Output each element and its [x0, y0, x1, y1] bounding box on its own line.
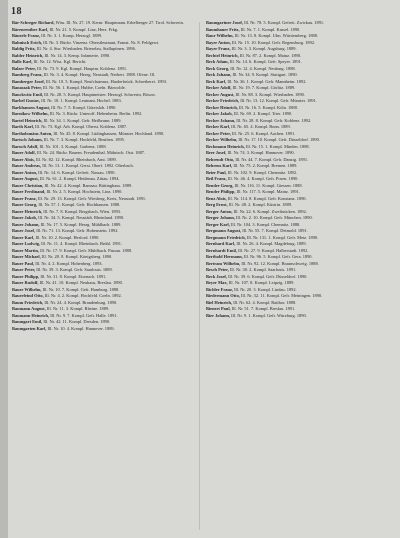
entry-text: Ill. Nr. 39. 3. Kompl. Gefr. Saarlouis. 1889.	[35, 267, 113, 272]
entry-text: Ill. Nr. 34. 5. Kompl. Neustädt. Rheinland. 1890.	[37, 215, 125, 220]
entry-name: Becker Johann,	[206, 117, 236, 123]
register-entry	[206, 111, 388, 117]
entry-text: Ill. Nr. 87. 2. Kompl. Mainz. 1890.	[238, 52, 302, 58]
register-entry	[206, 202, 388, 208]
entry-text: Ill. Nr. 24. 4. Kompl. Brandenburg. 1890.	[43, 299, 118, 305]
entry-text: Ill. Nr. 92. 12. Kompl. Braunschweig. 1888.	[240, 260, 319, 266]
register-entry	[12, 215, 194, 221]
entry-text: Ill. Nr. 20. 3. Kompl. Lindau. 1892.	[233, 286, 297, 292]
register-entry	[12, 300, 194, 306]
register-entry	[206, 137, 388, 143]
entry-name: Bartel Heinrich,	[12, 117, 43, 123]
register-entry	[12, 105, 194, 111]
entry-name: Becker Wilhelm,	[206, 137, 238, 142]
register-entry	[206, 313, 388, 319]
entry-text: Ill. Nr. 11. 3. Kompl. Rheine. 1889.	[45, 306, 110, 311]
entry-text: Ill. Nr. 14. 6. Kompl. Gefr. Speyer. 1891.	[228, 59, 302, 64]
entry-text: Ill. Nr. 2. 5. Kompl. Hochstein, Linz. 1890.	[45, 189, 123, 194]
entry-name: Becker Peter,	[206, 130, 231, 136]
entry-name: Berger Johann,	[206, 215, 235, 220]
entry-name: Bauer Johann,	[12, 221, 40, 227]
entry-name: Bamberg Franz,	[12, 72, 43, 77]
entry-text: Ill. Nr. 12. 4. Kompl. Neuburg. 1888.	[229, 65, 296, 71]
entry-text: Ill. Nr. 131. 1. Kompl. Gefr. Metz. 1890.	[245, 234, 319, 240]
entry-text: Ill. Nr. 10. 5. Kompl. Neufchateaux, Harderbrück. Schreiberei. 1893.	[44, 78, 168, 84]
entry-text: Ill. Nr. 39. 6. Kompl. Gefr. Düsseldorf. 1890.	[226, 273, 308, 279]
register-entry	[12, 183, 194, 189]
entry-text: Ill. Nr. 32. 11. Kompl. Gefr. Meiningen. 1890.	[239, 293, 323, 298]
entry-name: Beck Georg,	[206, 65, 230, 71]
entry-text: Ill. Nr. 19. 7. Kompl. Görlitz. 1889.	[231, 85, 296, 90]
register-entry	[12, 196, 194, 202]
register-entry	[206, 131, 388, 137]
register-entry	[206, 92, 388, 98]
entry-text: Ill. Nr. 4. 2. Kompl. Hohenberg. 1893.	[34, 260, 103, 266]
register-entry	[12, 72, 194, 78]
register-entry	[206, 261, 388, 267]
entry-text: Ill. Nr. 62. 4. Kompl. Ratibor. 1888.	[232, 299, 297, 305]
register-entry	[206, 189, 388, 195]
entry-name: Beck Josef,	[206, 273, 227, 279]
register-entry	[12, 280, 194, 286]
register-entry	[206, 241, 388, 247]
entry-name: Beck Adam,	[206, 59, 229, 64]
entry-name: Bauer Franz,	[12, 195, 37, 201]
register-entry	[206, 98, 388, 104]
entry-text: Ill. Nr. 22. 6. Kompl. Zweibrücken. 1892.	[232, 208, 307, 214]
entry-name: Baumhauer Fritz,	[206, 26, 240, 32]
entry-name: Bauer Josef,	[12, 228, 36, 233]
entry-text: Ill. Nr. 13. 12. Kompl. Gefr. Münster. 1891.	[239, 98, 317, 103]
entry-name: Biedermann Otto,	[206, 293, 240, 298]
entry-name: Beyer Max,	[206, 280, 228, 285]
entry-name: Bauer Wilhelm,	[12, 286, 42, 292]
entry-name: Becker Jakob,	[206, 111, 233, 116]
entry-text: Ill. Nr. 114. 8. Kompl. Gefr. Konstanz. 1890.	[226, 195, 307, 201]
register-entry	[206, 105, 388, 111]
entry-name: Behrens Karl,	[206, 163, 233, 168]
entry-name: Becker Karl,	[206, 124, 231, 129]
entry-name: Bauer Jakob,	[12, 215, 38, 220]
register-entry	[12, 189, 194, 195]
entry-name: Barnikow Wilhelm,	[12, 111, 49, 116]
entry-name: Beil Franz,	[206, 176, 227, 181]
entry-name: Bauer Martin,	[12, 247, 39, 253]
register-entry	[206, 150, 388, 156]
entry-name: Berger Karl,	[206, 221, 230, 227]
register-entry	[206, 79, 388, 85]
entry-text: Ill. Nr. 14. 6. Kompl. Gefreit. Nassau. 1890.	[37, 169, 116, 175]
register-entry	[206, 293, 388, 299]
entry-name: Beck Karl,	[206, 78, 227, 84]
entry-text: Ill. Nr. 9. 7. Kompl. Gefr. Halle. 1891.	[49, 312, 118, 318]
entry-text: Ill. Nr. 7. 3. Kompl. Hochfeld, Beuthen. 1895.	[42, 137, 125, 142]
entry-text: Ill. Nr. 4. 2. Kompl. Hochfeld. Coeln. 1892.	[43, 293, 122, 298]
entry-name: Becker Adolf,	[206, 85, 232, 90]
register-entry	[12, 222, 194, 228]
register-entry	[206, 176, 388, 182]
register-entry	[206, 59, 388, 65]
register-entry	[206, 235, 388, 241]
entry-name: Bartsch Johann,	[12, 137, 43, 142]
register-entry	[206, 66, 388, 72]
entry-text: Ill. Nr. 10. 1. Kompl. Leutnant. Hochel. 1883.	[40, 98, 122, 103]
register-entry	[12, 53, 194, 59]
entry-name: Bartholomäus Anton,	[12, 130, 53, 136]
register-entry	[12, 85, 194, 91]
register-entry	[206, 287, 388, 293]
entry-name: Becker August,	[206, 91, 235, 97]
entry-name: Bertram Wilhelm,	[206, 260, 241, 266]
register-entry	[206, 124, 388, 130]
register-entry	[12, 92, 194, 98]
right-column	[206, 20, 388, 319]
entry-name: Beer Josef,	[206, 150, 227, 155]
entry-name: Bechtel Heinrich,	[206, 52, 239, 58]
entry-name: Berger Anton,	[206, 208, 233, 214]
entry-text: Ill. Nr. 102. 9. Kompl. Chemnitz. 1892.	[226, 169, 298, 175]
register-entry	[12, 157, 194, 163]
register-entry	[12, 98, 194, 104]
entry-name: Bauer August,	[12, 176, 39, 181]
entry-name: Barkhausen August,	[12, 104, 51, 110]
register-entry	[12, 46, 194, 52]
entry-text: Ill. Nr. 51. 7. Kompl. Breslau. 1891.	[230, 306, 296, 311]
entry-name: Becker Heinrich,	[206, 104, 238, 110]
entry-name: Bauer Adolf,	[12, 150, 36, 155]
register-entry	[12, 118, 194, 124]
register-entry	[12, 176, 194, 182]
entry-text: Ill. Nr. 3. Rückr. Unteroff. Hebenheim. Berlin. 1892.	[48, 111, 143, 116]
entry-text: Ill. Nr. 117. 5. Kompl. Mainz. 1891.	[235, 189, 300, 194]
entry-text: Ill. Nr. 65. 4. Kompl. Bonn. 1889.	[230, 124, 291, 129]
entry-text: Ill. Nr. 17. 9. Kompl. Gefr. Mühlbach. Passau. 1888.	[39, 247, 133, 253]
entry-text: Ill. Nr. 48. 2. Kompl. Küstrin. 1889.	[227, 202, 293, 207]
entry-name: Bauer Philipp,	[12, 273, 40, 279]
register-entry	[206, 72, 388, 78]
entry-name: Bauer Christian,	[12, 182, 44, 188]
entry-name: Bauer Ludwig,	[12, 241, 40, 246]
entry-text: Ill. Nr. 28. 8. Kompl. Königsberg. 1890.	[40, 254, 113, 259]
entry-name: Biel Heinrich,	[206, 299, 233, 305]
entry-name: Bernhard Karl,	[206, 241, 236, 246]
entry-text: Ill. Nr. 7. 8. Kompl. Bergsbach, Wien. 1893.	[42, 208, 122, 214]
entry-name: Barbel Gustav,	[12, 98, 41, 103]
register-entry	[12, 209, 194, 215]
entry-text: Ill. Nr. 3. 3. Kompl. Augsburg. 1889.	[230, 46, 297, 51]
entry-text: Ill. Nr. 3. 4. Kompl. Herzg. Neustadt, Nerbert. 1888. Ofene. Ol.	[42, 72, 156, 77]
register-entry	[12, 137, 194, 143]
left-column	[12, 20, 194, 332]
register-entry	[12, 326, 194, 332]
register-entry	[206, 33, 388, 39]
register-entry	[12, 274, 194, 280]
entry-text: Ill. Nr. 27. 9. Kompl. Halberstadt. 1892.	[236, 247, 309, 253]
entry-name: Berthold Hermann,	[206, 254, 243, 259]
entry-text: Ill. Nr. 17. 5. Kompl. Herzg. Mühlbach. 1889.	[39, 221, 122, 227]
register-entry	[12, 111, 194, 117]
entry-text: Ill. Nr. 82. 12. Kompl. Rheinbach, Amt. 1889.	[34, 156, 117, 162]
entry-text: Ill. Nr. 13. 8. Kompl. Ulm. Württemberg. 1888.	[233, 33, 319, 38]
entry-name: Bauer Karl,	[12, 234, 35, 240]
register-entry	[206, 157, 388, 163]
entry-name: Bauer Peter,	[12, 267, 36, 272]
entry-name: Benz Alois,	[206, 195, 227, 201]
entry-text: Ill. Nr. 30. 2. Kompl. Saarlouis. 1891.	[228, 267, 297, 272]
entry-text: Ill. Nr. 7. 5. Kompl. Gütersloh. 1890.	[50, 104, 117, 110]
entry-text: Ill. Nr. 10. 7. Kompl. Gefr. Hamburg. 1888.	[41, 286, 120, 292]
entry-text: Ill. Nr. 42. 4. Kompl. Ramsau. Rüttinghaus. 1889.	[43, 182, 133, 188]
entry-text: Ill. Nr. 15. 10. Kompl. Gefr. Regensburg. 1892.	[230, 39, 316, 45]
entry-name: Bauer Anton,	[12, 169, 38, 175]
entry-text: Ill. Nr. 71. 13. Kompl. Gefr. Hohenstein. 1892.	[35, 228, 119, 233]
register-entry	[12, 66, 194, 72]
register-entry	[206, 183, 388, 189]
entry-text: Ill. Nr. 45. 8. Kompl. Lüdinghausen, Münster. Hochland. 1890.	[52, 130, 165, 136]
register-entry	[206, 209, 388, 215]
register-entry	[206, 85, 388, 91]
entry-text: Ill. Nr. 16. 5. Kompl. Köln. 1888.	[237, 104, 298, 110]
entry-name: Bauerfeind Otto,	[12, 293, 44, 298]
entry-name: Bauer Ferdinand,	[12, 189, 46, 194]
entry-text: Ill. Nr. 25. 6. Kompl. Aachen. 1891.	[230, 130, 296, 136]
register-entry	[206, 144, 388, 150]
register-entry	[12, 144, 194, 150]
entry-text: Ill. Nr. 74. 3. Kompl. Hannover. 1890.	[226, 150, 295, 155]
register-entry	[206, 20, 388, 26]
entry-text: Ill. Nr. 15. 1. Kompl. Minden. 1888.	[244, 143, 310, 149]
entry-text: Ill. Nr. 3. 1. Komp. Herzogl. 1889.	[40, 33, 102, 38]
entry-name: Bauer Heinrich,	[12, 208, 43, 214]
entry-text: Ill. Nr. 75. 2. Kompl. Bremen. 1889.	[232, 163, 298, 168]
register-entry	[206, 215, 388, 221]
entry-name: Bärenreuther Karl,	[12, 26, 49, 32]
entry-name: Bayer Anton,	[206, 39, 231, 45]
entry-text: Ill. Nr. 7. 1. Kompl. Kassel. 1890.	[239, 26, 301, 32]
register-entry	[12, 40, 194, 46]
entry-text: Ill. Nr. 3. Rückr. Vinzenz. Oberstleutnant, Franzt. Nr. 8. Feldgewt.	[42, 39, 160, 45]
entry-text: Wiss. Ill. Nr. 27. 19. Kernr. Hauptmann. Erbelberger 27. Tirol. Schwerin.	[54, 20, 184, 25]
register-entry	[12, 293, 194, 299]
register-entry	[12, 33, 194, 39]
entry-text: Ill. Nr. 10. 4. Kompl. Hannover. 1889.	[46, 325, 115, 331]
entry-name: Berg Ernst,	[206, 202, 228, 207]
entry-name: Bauer Rudolf,	[12, 280, 39, 285]
register-entry	[12, 170, 194, 176]
register-entry	[206, 40, 388, 46]
entry-text: Ill. Nr. 17. 10. Kompl. Gefr. Düsseldorf. 1890.	[237, 137, 320, 142]
entry-text: Ill. Nr. 34. 1. Kompl. Gefr. Heilbrunn. 1889.	[42, 117, 122, 123]
entry-text: Ill. Nr. 28. 5. Kompl. Hauptmeister. Herzogl. Schwerin, Bösow.	[42, 91, 156, 97]
entry-text: Ill. Nr. 4. Stsr. Wiesbaden. Brieselau, Stallupönen. 1896.	[35, 46, 136, 51]
entry-name: Behrendt Otto,	[206, 156, 235, 162]
entry-name: Baumann Heinrich,	[12, 312, 50, 318]
entry-text: Ill. Nr. 34. 9. Kompl. Stuttgart. 1890.	[231, 72, 298, 77]
register-entry	[206, 274, 388, 280]
entry-text: Ill. Nr. 41. 10. Kompl. Neuhaus, Breslau. 1890.	[38, 280, 123, 285]
register-entry	[12, 202, 194, 208]
register-entry	[12, 59, 194, 65]
register-entry	[206, 46, 388, 52]
register-entry	[12, 235, 194, 241]
entry-name: Barth Karl,	[12, 124, 34, 129]
entry-name: Bayer Franz,	[206, 46, 231, 51]
entry-text: Ill. Nr. 29. 13. Kompl. Gefr. Wiesberg, Kreis, Neustadt. 1891.	[36, 195, 147, 201]
entry-text: Ill. Nr. 24. Rückr. Bauern. Freudenthal. Mährisch. Ostr. 1887.	[35, 150, 146, 155]
entry-text: Ill. Nr. 26. 4. Kompl. Magdeburg. 1889.	[235, 241, 307, 246]
entry-text: Ill. Nr. 107. 8. Kompl. Leipzig. 1889.	[227, 280, 295, 285]
entry-text: Ill. Nr. 11. 4. Kompl. Rheinbach. Brühl. 1891.	[39, 241, 123, 246]
entry-name: Bender Philipp,	[206, 189, 236, 194]
entry-name: Banckwitz Emil,	[12, 91, 43, 97]
register-entry	[206, 300, 388, 306]
entry-text: Ill. Nr. 42. 11. Kompl. Dresden. 1890.	[42, 319, 111, 324]
entry-name: Bauer Georg,	[12, 202, 38, 207]
entry-name: Baumgart Emil,	[12, 319, 43, 324]
register-entry	[12, 241, 194, 247]
register-entry	[12, 267, 194, 273]
entry-text: Ill. Nr. 10. 2. Kompl. Herford. 1890.	[34, 234, 100, 240]
entry-text: Ill. Nr. 56. 1. Kompl. Hubbe, Coeln. Bärwolde.	[41, 85, 126, 90]
entry-name: Becker Friedrich,	[206, 98, 240, 103]
register-entry	[206, 267, 388, 273]
entry-text: Ill. Nr. 21. 5. Kompf. Linz, Herz. Frkg.	[48, 26, 119, 32]
entry-text: Ill. Nr. 36. 1. Kompl. Gefr. Mannheim. 1892.	[226, 78, 307, 84]
entry-name: Bauer Paul,	[12, 260, 35, 266]
register-entry	[206, 306, 388, 312]
register-entry	[12, 228, 194, 234]
entry-name: Bernhardt Emil,	[206, 247, 237, 253]
entry-name: Bergmann August,	[206, 228, 242, 233]
entry-text: Ill. Nr. 61. 2. Kompl. Heidenau. Zittau. 1894.	[38, 176, 120, 181]
entry-name: Bienert Paul,	[206, 306, 231, 311]
entry-text: Ill. Nr. 69. 2. Kompl. Trier. 1890.	[232, 111, 293, 116]
entry-text: Ill. Nr. 78. 5. Kompl. Gefreit. Zwickau. 1891.	[243, 20, 325, 25]
entry-name: Beck Johann,	[206, 72, 232, 77]
entry-text: Ill. Nr. 116. 11. Kompl. Giessen. 1888.	[233, 182, 303, 188]
register-entry	[206, 228, 388, 234]
entry-name: Bichler Franz,	[206, 286, 233, 292]
entry-name: Bier Johann,	[206, 312, 231, 318]
register-entry	[12, 150, 194, 156]
entry-name: Banaszak Peter,	[12, 85, 42, 90]
entry-text: Ill. Nr. 13. 1. Kompl. Gerst. Oberf. 1892. Olterbach.	[41, 163, 134, 168]
entry-name: Baum Friedrich,	[12, 299, 44, 305]
register-entry	[206, 170, 388, 176]
entry-text: Ill. Nr. 57. 1. Kompl. Gefr. Hochhausen. 1888.	[37, 202, 121, 207]
entry-text: Ill. Nr. 96. 5. Kompl. Gefr. Gera. 1890.	[242, 254, 313, 259]
entry-name: Baumgartner Josef,	[206, 20, 243, 25]
entry-name: Baumann August,	[12, 306, 46, 311]
register-entry	[12, 261, 194, 267]
register-entry	[206, 53, 388, 59]
register-entry	[12, 79, 194, 85]
entry-name: Beckmann Heinrich,	[206, 143, 245, 149]
register-entry	[206, 163, 388, 169]
entry-name: Baur Wilhelm,	[206, 33, 234, 38]
register-entry	[206, 196, 388, 202]
entry-name: Bäuerle Franz,	[12, 33, 41, 38]
register-entry	[12, 27, 194, 33]
register-entry	[206, 248, 388, 254]
entry-name: Balzer Peter,	[12, 65, 36, 71]
entry-name: Bauer Michael,	[12, 254, 41, 259]
entry-text: Ill. Nr. 101. 3. Kompl. Garbenz. 1888.	[38, 143, 107, 149]
entry-name: Bender Georg,	[206, 182, 234, 188]
entry-name: Baumgarten Karl,	[12, 325, 47, 331]
entry-text: Ill. Nr. 12. Wiss. Kgl. Bericht.	[32, 59, 87, 64]
register-entry	[12, 20, 194, 26]
entry-name: Besch Peter,	[206, 267, 229, 272]
entry-text: Ill. Nr. 28. 8. Kompl. Gefr. Koblenz. 1892.	[235, 117, 312, 123]
entry-name: Bauer Andreas,	[12, 163, 42, 168]
register-entry	[12, 254, 194, 260]
entry-text: Ill. Nr. 73. Kgl. Arb. Kompl. Oberst. Koblenz. 1887.	[33, 124, 128, 129]
page-binding-edge	[0, 0, 8, 538]
entry-name: Bär-Schreger Richard,	[12, 20, 55, 25]
register-entry	[206, 280, 388, 286]
page-number: 18	[11, 6, 22, 17]
register-entry	[12, 131, 194, 137]
entry-text: Ill. Nr. 46. 4. Kompl. Gefr. Posen. 1890.	[226, 176, 299, 181]
register-entry	[12, 248, 194, 254]
entry-text: Ill. Nr. 73. 9. Kgl. Kompl. Hauptm. Koblenz. 1891.	[35, 65, 128, 71]
entry-text: Ill. Nr. 44. 7. Kompl. Gefr. Danzig. 1891.	[234, 156, 309, 162]
entry-name: Beier Paul,	[206, 169, 227, 175]
entry-text: Ill. Nr. 9. 1. Kompl. Gefr. Würzburg. 1890.	[230, 312, 307, 318]
register-entry	[206, 118, 388, 124]
register-entry	[12, 319, 194, 325]
column-divider	[199, 22, 200, 530]
entry-name: Bauer Alois,	[12, 156, 35, 162]
entry-text: Ill. Nr. 14. 3. Kemp. Infanterie, 1890.	[43, 52, 111, 58]
entry-text: Ill. Nr. 2. 10. Kompl. Gefr. München. 1890.	[234, 215, 313, 220]
entry-name: Bergmann Friedrich,	[206, 234, 246, 240]
register-entry	[206, 27, 388, 33]
entry-text: Ill. Nr. 88. 3. Kompl. Wiesbaden. 1890.	[234, 91, 305, 97]
register-entry	[206, 254, 388, 260]
entry-name: Balder Heinrich,	[12, 52, 44, 58]
register-entry	[12, 124, 194, 130]
entry-name: Baruch Adolf,	[12, 143, 39, 149]
register-entry	[12, 287, 194, 293]
register-entry	[12, 306, 194, 312]
entry-name: Bamberger Josef,	[12, 78, 45, 84]
entry-text: Ill. Nr. 31. 8. Kompl. Eisenach. 1891.	[39, 273, 107, 279]
register-entry	[206, 222, 388, 228]
entry-name: Baldig Fritz,	[12, 46, 36, 51]
entry-text: Ill. Nr. 55. 7. Kompl. Detmold. 1891.	[241, 228, 308, 233]
entry-name: Bahnisch Erich,	[12, 39, 43, 45]
register-entry	[12, 163, 194, 169]
entry-text: Ill. Nr. 104. 3. Kompl. Chemnitz. 1888.	[229, 221, 301, 227]
register-entry	[12, 313, 194, 319]
entry-name: Balle Karl,	[12, 59, 33, 64]
